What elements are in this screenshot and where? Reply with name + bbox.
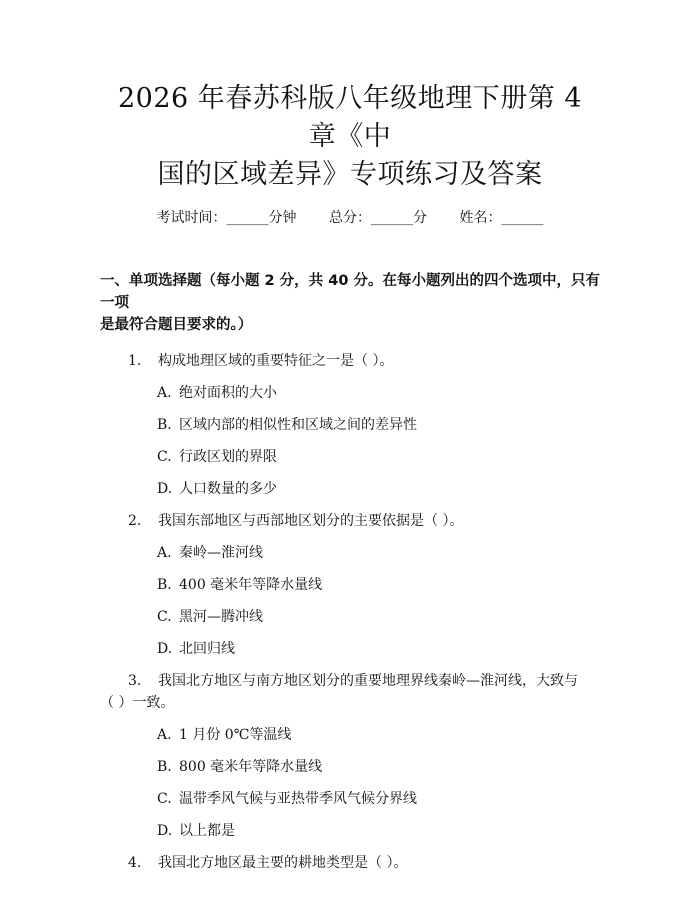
section-heading-line-2: 是最符合题目要求的。）	[100, 317, 253, 333]
section-heading-line-1: 一、单项选择题（每小题 2 分，共 40 分。在每小题列出的四个选项中，只有一项	[100, 273, 600, 311]
question-text: 我国东部地区与西部地区划分的主要依据是（ ）。	[158, 513, 464, 529]
section-heading	[100, 270, 600, 336]
option-letter: D.	[157, 823, 173, 839]
option-letter: A.	[157, 727, 172, 743]
question-text: 我国北方地区与南方地区划分的重要地理界线秦岭—淮河线，大致与	[158, 673, 578, 689]
title-line-2: 国的区域差异》专项练习及答案	[157, 159, 543, 190]
option-letter: C.	[157, 791, 172, 807]
option-text: 绝对面积的大小	[179, 385, 277, 401]
question-number: 2.	[128, 513, 142, 529]
option-d	[100, 478, 600, 500]
option-letter: A.	[157, 385, 172, 401]
document-title	[100, 0, 600, 194]
question-number: 4.	[128, 855, 142, 871]
option-text: 黑河—腾冲线	[179, 609, 263, 625]
option-list	[100, 724, 600, 842]
option-a	[100, 724, 600, 746]
question-number: 1.	[128, 353, 142, 369]
question-1	[100, 350, 600, 500]
option-text: 400 毫米年等降水量线	[179, 577, 323, 593]
option-letter: B.	[157, 417, 172, 433]
option-text: 区域内部的相似性和区域之间的差异性	[179, 417, 417, 433]
option-text: 行政区划的界限	[179, 449, 277, 465]
option-text: 800 毫米年等降水量线	[179, 759, 323, 775]
option-c	[100, 446, 600, 468]
question-3	[100, 670, 600, 842]
option-d	[100, 638, 600, 660]
option-letter: B.	[157, 577, 172, 593]
question-2	[100, 510, 600, 660]
option-letter: B.	[157, 759, 172, 775]
option-b	[100, 574, 600, 596]
option-letter: D.	[157, 641, 173, 657]
option-letter: D.	[157, 481, 173, 497]
option-c	[100, 606, 600, 628]
exam-info	[100, 208, 600, 228]
option-b	[100, 756, 600, 778]
question-text-continued: （ ）一致。	[100, 695, 175, 711]
option-text: 秦岭—淮河线	[179, 545, 263, 561]
option-text: 1 月份 0℃等温线	[179, 727, 292, 743]
title-line-1: 2026 年春苏科版八年级地理下册第 4 章《中	[117, 83, 583, 152]
exam-time-field: 考试时间：______分钟	[156, 210, 297, 226]
question-text: 构成地理区域的重要特征之一是（ ）。	[158, 353, 394, 369]
option-list	[100, 542, 600, 660]
option-letter: C.	[157, 449, 172, 465]
question-list	[100, 350, 600, 874]
option-d	[100, 820, 600, 842]
option-text: 温带季风气候与亚热带季风气候分界线	[179, 791, 417, 807]
option-c	[100, 788, 600, 810]
question-4	[100, 852, 600, 874]
question-number: 3.	[128, 673, 142, 689]
name-field: 姓名：______	[459, 210, 544, 226]
option-a	[100, 382, 600, 404]
option-text: 以上都是	[179, 823, 235, 839]
option-text: 人口数量的多少	[179, 481, 277, 497]
option-a	[100, 542, 600, 564]
option-letter: C.	[157, 609, 172, 625]
total-score-field: 总分：______分	[329, 210, 427, 226]
option-text: 北回归线	[179, 641, 235, 657]
option-list	[100, 382, 600, 500]
question-text: 我国北方地区最主要的耕地类型是（ ）。	[158, 855, 408, 871]
option-letter: A.	[157, 545, 172, 561]
option-b	[100, 414, 600, 436]
